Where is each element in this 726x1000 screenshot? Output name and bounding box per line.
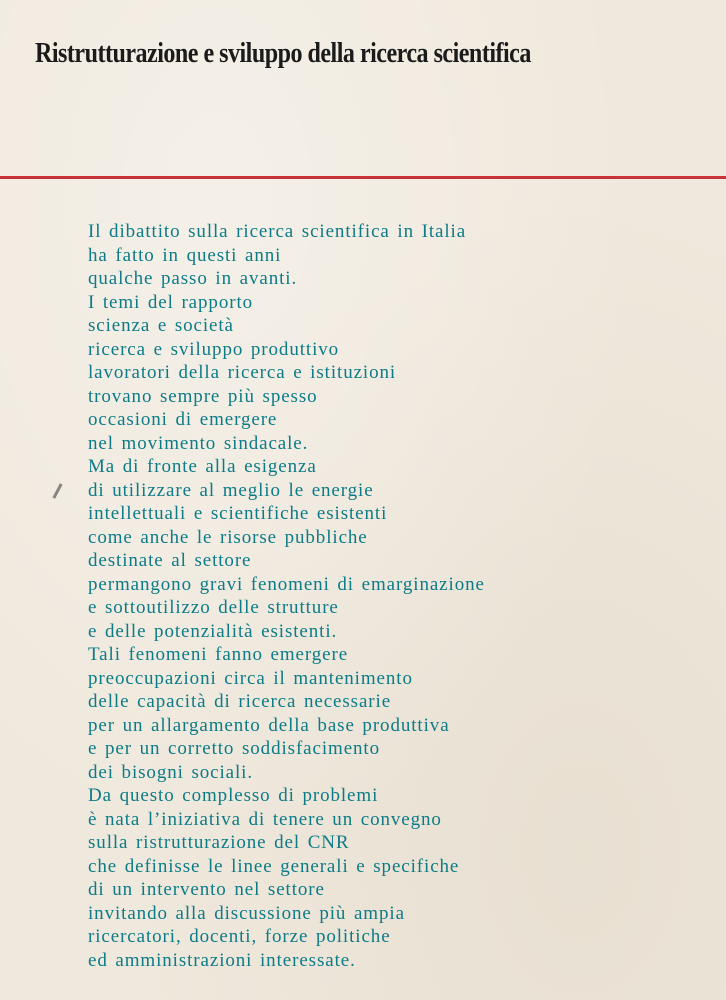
text-line: sulla ristrutturazione del CNR: [88, 832, 350, 853]
text-line: lavoratori della ricerca e istituzioni: [88, 362, 397, 383]
text-line: è nata l’iniziativa di tenere un convegno: [88, 808, 442, 830]
text-line: ed amministrazioni interessate.: [88, 949, 356, 971]
text-line: occasioni di emergere: [88, 409, 278, 430]
text-line: delle capacità di ricerca necessarie: [88, 691, 392, 712]
page-title: Ristrutturazione e sviluppo della ricerca scientifica: [35, 38, 531, 69]
text-line: ricerca e sviluppo produttivo: [88, 338, 340, 360]
text-line: dei bisogni sociali.: [88, 761, 254, 783]
text-line: scienza e società: [88, 315, 234, 336]
text-line: di un intervento nel settore: [88, 879, 325, 900]
text-line: trovano sempre più spesso: [88, 385, 318, 407]
text-line: come anche le risorse pubbliche: [88, 526, 368, 548]
text-line: invitando alla discussione più ampia: [88, 902, 405, 924]
cover-text: [88, 220, 708, 972]
text-line: e sottoutilizzo delle strutture: [88, 597, 339, 618]
text-line: preoccupazioni circa il mantenimento: [88, 667, 413, 689]
text-line: di utilizzare al meglio le energie: [88, 479, 374, 501]
red-divider-rule: [0, 176, 726, 179]
pen-mark: [52, 483, 62, 499]
text-line: che definisse le linee generali e specifiche: [88, 855, 460, 877]
text-line: ricercatori, docenti, forze politiche: [88, 926, 391, 947]
text-line: destinate al settore: [88, 550, 252, 571]
text-line: Il dibattito sulla ricerca scientifica in Italia: [88, 221, 467, 242]
text-line: Da questo complesso di problemi: [88, 785, 379, 806]
text-line: e delle potenzialità esistenti.: [88, 620, 338, 642]
text-line: intellettuali e scientifiche esistenti: [88, 503, 388, 524]
text-line: I temi del rapporto: [88, 291, 254, 313]
text-line: nel movimento sindacale.: [88, 432, 309, 454]
text-line: ha fatto in questi anni: [88, 244, 282, 266]
text-line: qualche passo in avanti.: [88, 268, 298, 289]
text-line: per un allargamento della base produttiva: [88, 714, 450, 736]
text-line: e per un corretto soddisfacimento: [88, 738, 381, 759]
text-line: permangono gravi fenomeni di emarginazione: [88, 573, 485, 595]
text-line: Ma di fronte alla esigenza: [88, 456, 317, 477]
text-line: Tali fenomeni fanno emergere: [88, 644, 349, 665]
